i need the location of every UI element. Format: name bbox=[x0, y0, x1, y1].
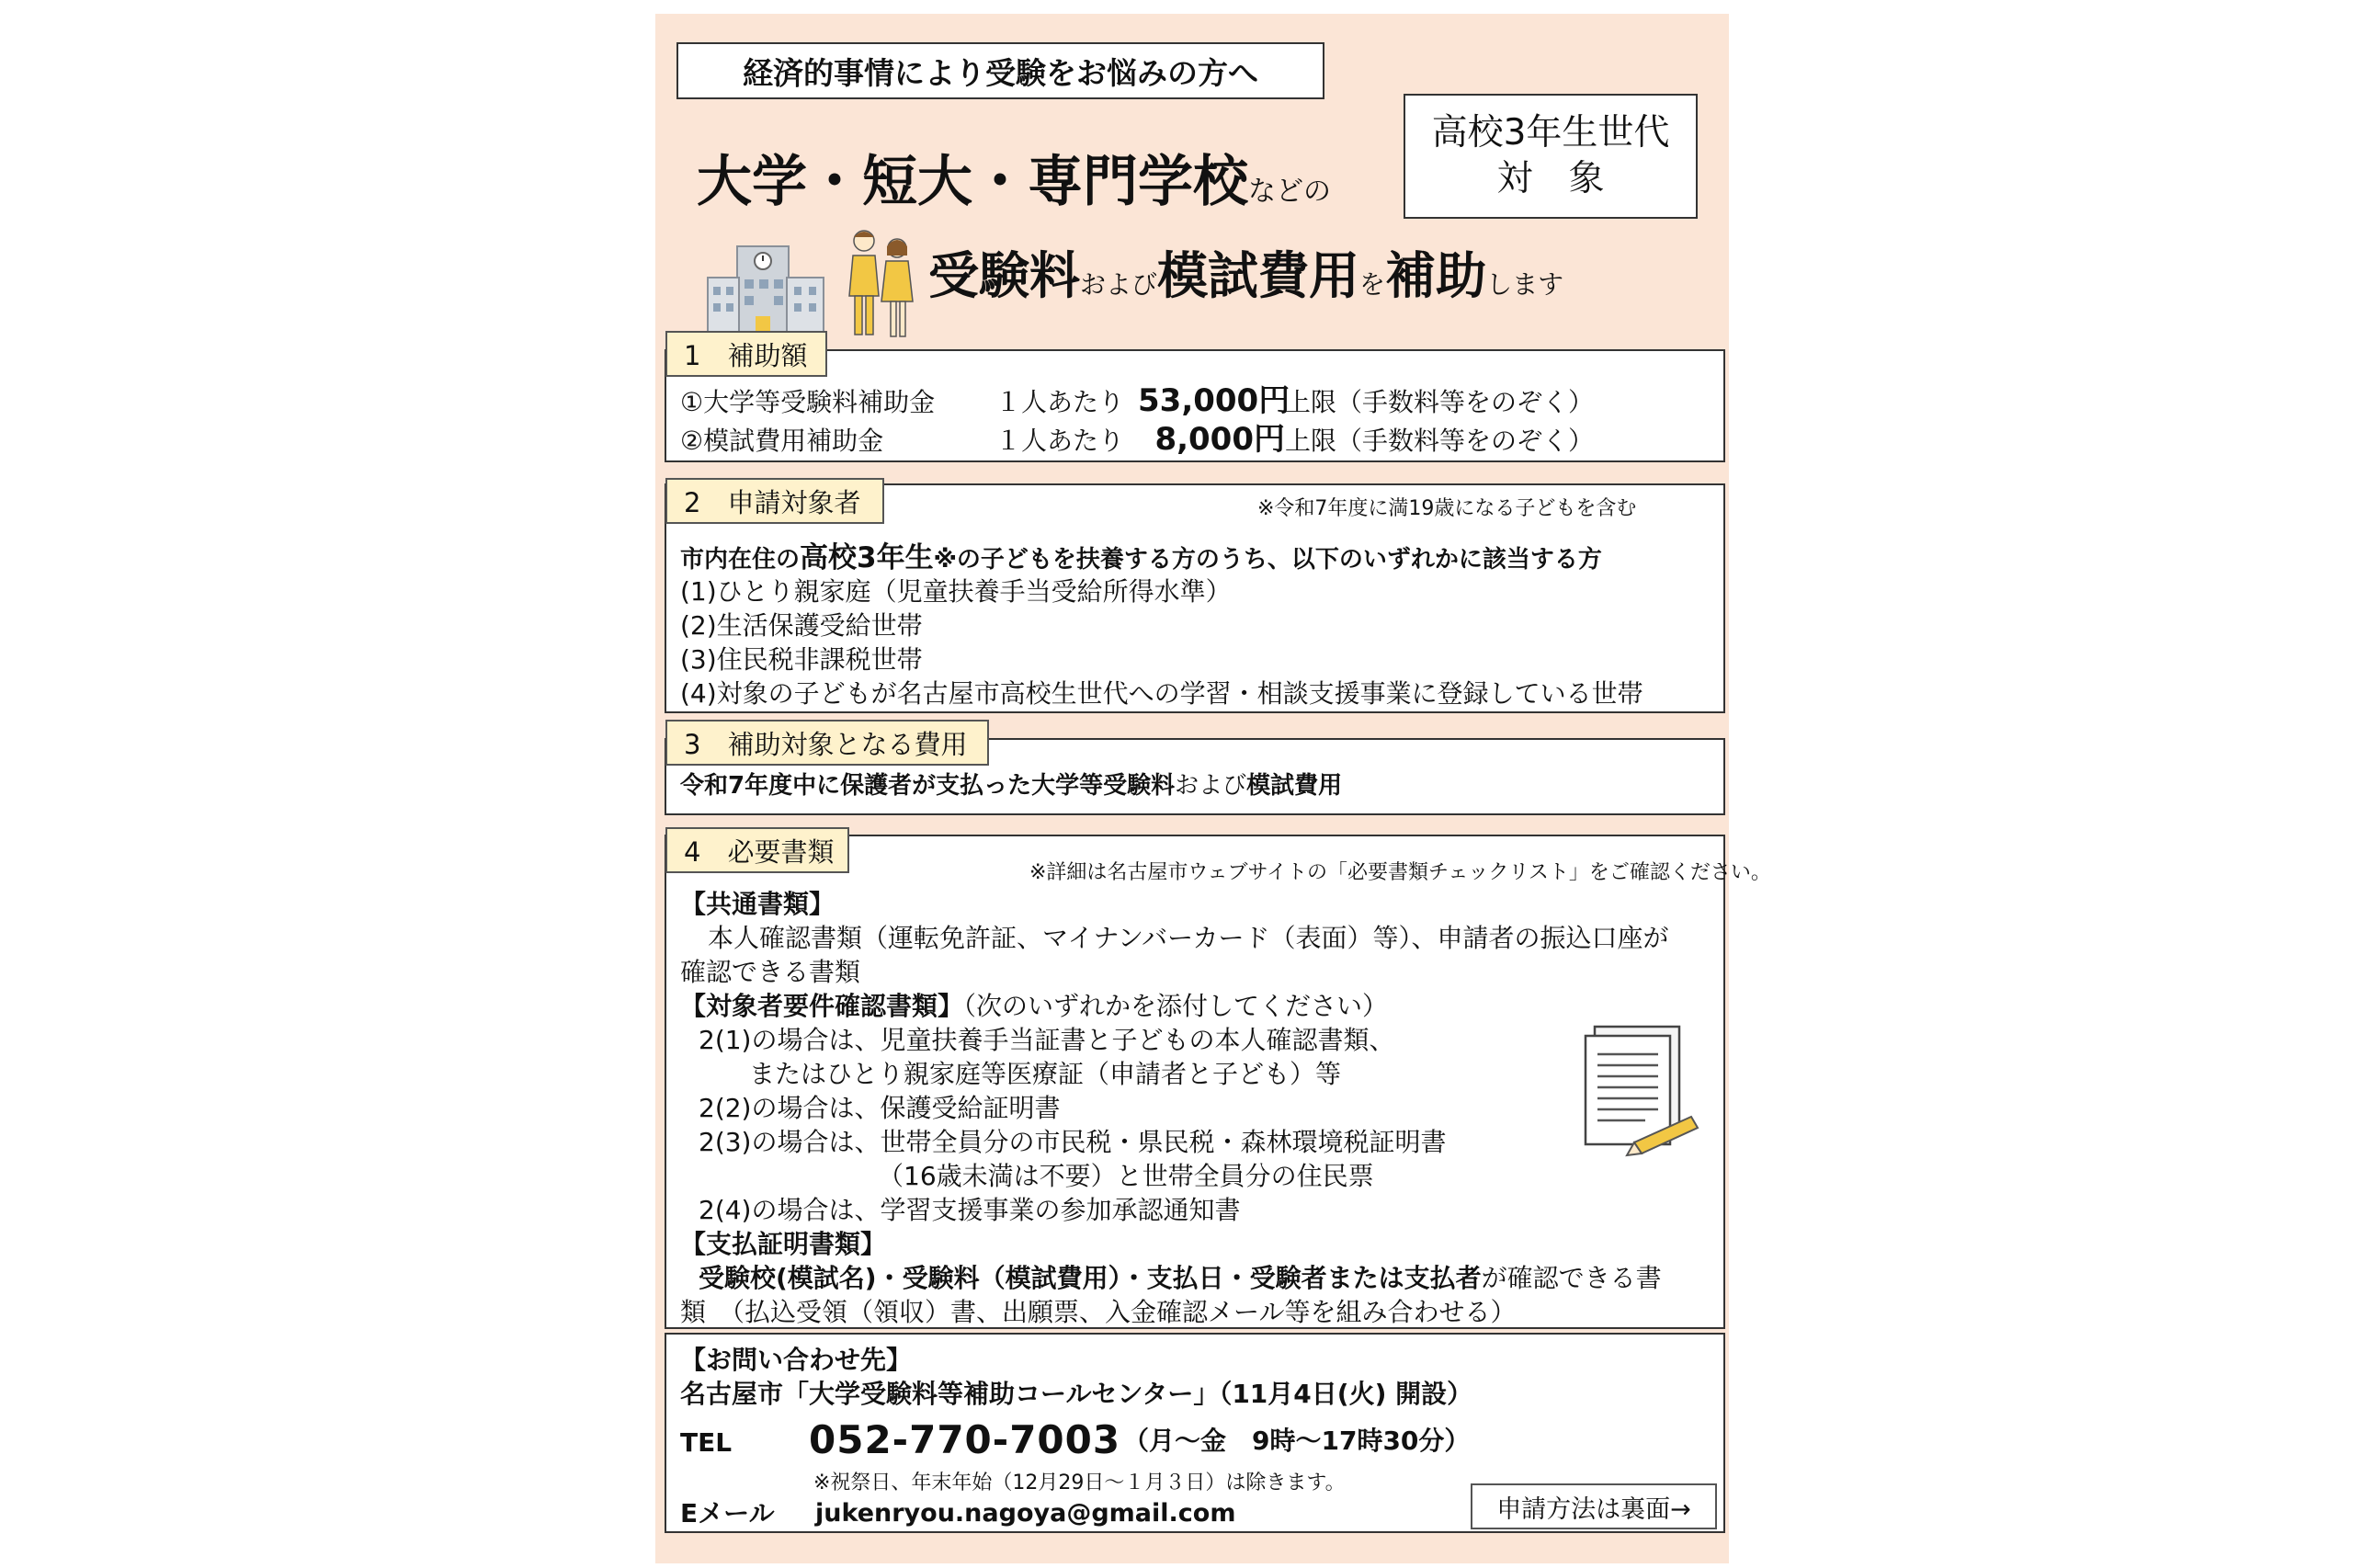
contact-center: 名古屋市「大学受験料等補助コールセンター」（11月4日(火) 開設） bbox=[680, 1379, 1473, 1409]
s2-lead bbox=[680, 541, 1602, 576]
contact-head: 【お問い合わせ先】 bbox=[680, 1345, 913, 1375]
students-icon bbox=[844, 221, 917, 345]
section2-tag: 2 申請対象者 bbox=[665, 478, 884, 524]
target-line2: 対 象 bbox=[1496, 158, 1605, 199]
contact-box bbox=[665, 1333, 1725, 1533]
target-badge bbox=[1404, 94, 1698, 219]
s2-item-1: (1)ひとり親家庭（児童扶養手当受給所得水準） bbox=[680, 576, 1232, 607]
contact-tel-label: TEL bbox=[680, 1427, 733, 1458]
title2-subsidy: 補助 bbox=[1385, 246, 1487, 305]
title2-mock-fee: 模試費用 bbox=[1157, 246, 1360, 305]
s2-lead-a: 市内在住の bbox=[680, 546, 801, 574]
s4-pay-l2: 類 （払込受領（領収）書、出願票、入金確認メール等を組み合わせる） bbox=[680, 1297, 1517, 1327]
school-building-icon bbox=[704, 230, 828, 337]
title2-and: および bbox=[1080, 269, 1158, 300]
s1-row1-limit: 上限（手数料等をのぞく） bbox=[1285, 387, 1595, 417]
s4-req-5: （16歳未満は不要）と世帯全員分の住民票 bbox=[878, 1161, 1374, 1191]
s4-common-l2: 確認できる書類 bbox=[680, 957, 861, 987]
title-line-2 bbox=[928, 244, 1563, 317]
title2-wo: を bbox=[1359, 269, 1386, 300]
s4-pay-head: 【支払証明書類】 bbox=[680, 1229, 887, 1259]
s4-req-6: 2(4)の場合は、学習支援事業の参加承認通知書 bbox=[699, 1195, 1241, 1225]
s2-item-2: (2)生活保護受給世帯 bbox=[680, 610, 923, 641]
s4-common-head: 【共通書類】 bbox=[680, 889, 835, 919]
s4-pay-l1-b: が確認できる書 bbox=[1481, 1263, 1662, 1293]
section4-box bbox=[665, 835, 1771, 1329]
document-pencil-icon bbox=[1544, 988, 1723, 1190]
s4-req-3: 2(2)の場合は、保護受給証明書 bbox=[699, 1093, 1061, 1123]
tagline-box bbox=[676, 42, 1324, 99]
s1-row1-name: ①大学等受験料補助金 bbox=[680, 387, 936, 417]
s1-row2-amount: 8,000円 bbox=[1154, 421, 1285, 458]
s1-row1-per: １人あたり bbox=[995, 387, 1125, 417]
back-side-link-box[interactable] bbox=[1471, 1483, 1717, 1529]
back-side-link[interactable]: 申請方法は裏面→ bbox=[1496, 1494, 1691, 1524]
s4-req-head: 【対象者要件確認書類】 bbox=[680, 991, 964, 1021]
s4-pay-l1-a: 受験校(模試名)・受験料（模試費用）・支払日・受験者または支払者 bbox=[699, 1263, 1482, 1293]
section1-tag: 1 補助額 bbox=[665, 331, 827, 377]
target-line1: 高校3年生世代 bbox=[1431, 112, 1670, 153]
s4-req-head-line bbox=[680, 990, 1388, 1023]
s3-text-a: 令和7年度中に保護者が支払った大学等受験料 bbox=[680, 772, 1176, 800]
s2-lead-c: ※の子どもを扶養する方のうち、以下のいずれかに該当する方 bbox=[933, 546, 1602, 574]
s1-row-2 bbox=[680, 423, 1594, 458]
flyer bbox=[655, 14, 1771, 1563]
s2-item-4: (4)対象の子どもが名古屋市高校生世代への学習・相談支援事業に登録している世帯 bbox=[680, 678, 1643, 709]
title1-main: 大学・短大・専門学校 bbox=[697, 150, 1248, 214]
s1-row2-per: １人あたり bbox=[995, 426, 1125, 456]
s1-row2-name: ②模試費用補助金 bbox=[680, 426, 884, 456]
s2-item-3: (3)住民税非課税世帯 bbox=[680, 644, 923, 675]
s4-pay-l1 bbox=[699, 1262, 1662, 1295]
contact-email[interactable]: jukenryou.nagoya@gmail.com bbox=[815, 1499, 1236, 1528]
s3-text-b: および bbox=[1175, 772, 1247, 800]
s2-lead-b: 高校3年生 bbox=[800, 541, 934, 574]
s4-note: ※詳細は名古屋市ウェブサイトの「必要書類チェックリスト」をご確認ください。 bbox=[1029, 861, 1771, 884]
contact-tel[interactable]: 052-770-7003 bbox=[809, 1417, 1121, 1462]
contact-holiday-note: ※祝祭日、年末年始（12月29日～１月３日）は除きます。 bbox=[813, 1471, 1346, 1494]
title2-exam-fee: 受験料 bbox=[928, 246, 1081, 305]
s4-common-l1: 本人確認書類（運転免許証、マイナンバーカード（表面）等）、申請者の振込口座が bbox=[708, 923, 1669, 953]
s3-text bbox=[680, 769, 1342, 802]
s4-req-4: 2(3)の場合は、世帯全員分の市民税・県民税・森林環境税証明書 bbox=[699, 1127, 1447, 1157]
title2-shimasu: します bbox=[1486, 269, 1564, 300]
s3-text-c: 模試費用 bbox=[1246, 772, 1343, 800]
s4-req-2: またはひとり親家庭等医療証（申請者と子ども）等 bbox=[749, 1059, 1342, 1089]
s4-req-head-note: （次のいずれかを添付してください） bbox=[963, 991, 1389, 1021]
title1-small: などの bbox=[1248, 176, 1331, 208]
section3-tag: 3 補助対象となる費用 bbox=[665, 720, 989, 766]
s1-row-1 bbox=[680, 384, 1594, 419]
s1-row1-amount: 53,000円 bbox=[1138, 382, 1290, 419]
s1-row2-limit: 上限（手数料等をのぞく） bbox=[1285, 426, 1595, 456]
s4-req-1: 2(1)の場合は、児童扶養手当証書と子どもの本人確認書類、 bbox=[699, 1025, 1395, 1055]
title-line-1 bbox=[697, 150, 1331, 224]
contact-hours: （月～金 9時～17時30分） bbox=[1123, 1426, 1471, 1456]
section4-tag: 4 必要書類 bbox=[665, 827, 849, 873]
contact-email-label: Eメール bbox=[680, 1498, 775, 1528]
tagline: 経済的事情により受験をお悩みの方へ bbox=[743, 54, 1258, 91]
s2-note: ※令和7年度に満19歳になる子どもを含む bbox=[1257, 497, 1637, 520]
